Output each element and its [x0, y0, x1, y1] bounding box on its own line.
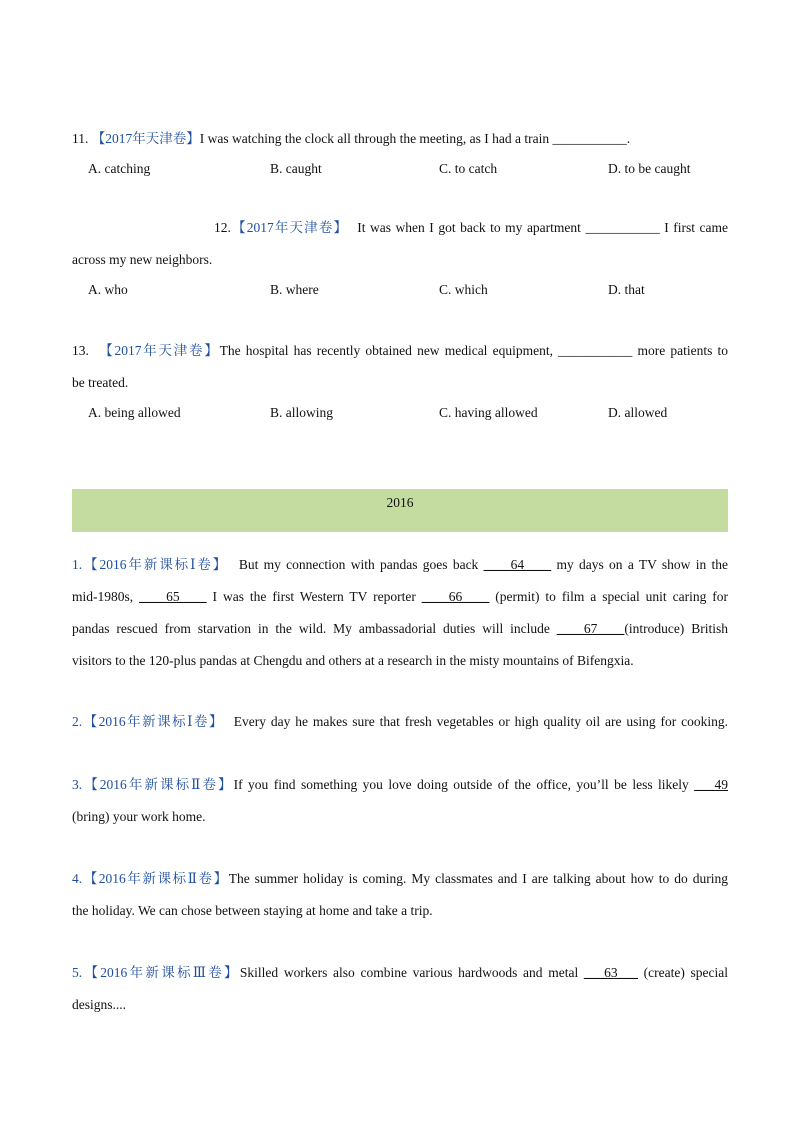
question-source: 【2017年天津卷】: [99, 343, 220, 358]
question-11-options: [88, 158, 728, 180]
item-text-line: 5.【2016年新课标Ⅲ卷】Skilled workers also combine various hardwoods and metal ___63___ (create) special: [72, 965, 729, 980]
item-source: 【2016年新课标Ⅰ卷】: [82, 557, 229, 572]
item-text-line: mid-1980s, ____65____ I was the first Western TV reporter ____66____ (permit) to film a special unit caring for: [72, 589, 729, 604]
blank-49: ___49: [694, 777, 729, 792]
question-text-line: across my new neighbors.: [72, 252, 213, 267]
item-text-line: visitors to the 120-plus pandas at Chengdu and others at a research in the misty mountains of Bifengxia.: [72, 653, 634, 668]
item-source: 【2016年新课标Ⅰ卷】: [82, 714, 225, 729]
section-year: 2016: [386, 495, 414, 510]
item-text-line: 1.【2016年新课标Ⅰ卷】 But my connection with pandas goes back ____64____ my days on a TV show in the: [72, 557, 729, 572]
item-text-line: 3.【2016年新课标Ⅱ卷】If you find something you love doing outside of the office, you’ll be less likely ___49: [72, 777, 729, 792]
blank-66: ____66____: [421, 589, 490, 604]
question-source: 【2017年天津卷】: [91, 131, 200, 146]
option-a: A. being allowed: [88, 405, 181, 420]
item-2016-4: [72, 863, 728, 927]
option-b: B. caught: [270, 161, 322, 176]
question-number: 11.: [72, 131, 89, 146]
blank-65: ____65____: [139, 589, 207, 604]
item-text-line: designs....: [72, 997, 126, 1012]
option-d: D. to be caught: [608, 161, 691, 176]
question-text-line: be treated.: [72, 375, 129, 390]
question-13: [72, 335, 728, 399]
question-number: 13.: [72, 343, 89, 358]
item-2016-5: [72, 957, 728, 1021]
question-number: 12.: [214, 220, 231, 235]
item-text-line: the holiday. We can chose between staying at home and take a trip.: [72, 903, 433, 918]
question-text-line: 12.【2017年天津卷】 It was when I got back to my apartment ___________ I first came: [214, 220, 729, 235]
item-2016-2: [72, 706, 728, 738]
item-source: 【2016年新课标Ⅱ卷】: [82, 777, 234, 792]
question-12: [72, 212, 728, 276]
question-13-options: [88, 402, 728, 424]
option-d: D. allowed: [608, 405, 668, 420]
question-source: 【2017年天津卷】: [230, 220, 349, 235]
item-text-line: 2.【2016年新课标Ⅰ卷】 Every day he makes sure that fresh vegetables or high quality oil are using for cooking.: [72, 714, 728, 729]
item-2016-1: [72, 549, 728, 677]
section-banner-2016: [72, 489, 728, 532]
item-2016-3: [72, 769, 728, 833]
item-source: 【2016年新课标Ⅲ卷】: [82, 965, 240, 980]
option-c: C. which: [439, 282, 488, 297]
question-text: I was watching the clock all through the meeting, as I had a train ___________.: [199, 131, 631, 146]
item-text-line: pandas rescued from starvation in the wild. My ambassadorial duties will include ____67____(introduce) British: [72, 621, 728, 636]
question-11: [72, 123, 728, 155]
question-12-options: [88, 279, 728, 301]
blank-63: ___63___: [583, 965, 638, 980]
item-source: 【2016年新课标Ⅱ卷】: [82, 871, 229, 886]
option-b: B. where: [270, 282, 319, 297]
blank-64: ____64____: [483, 557, 552, 572]
option-c: C. having allowed: [439, 405, 538, 420]
item-text-line: (bring) your work home.: [72, 809, 206, 824]
option-a: A. catching: [88, 161, 151, 176]
question-text-line: 13. 【2017年天津卷】The hospital has recently obtained new medical equipment, ___________ more patients to: [72, 343, 729, 358]
blank-67: ____67____: [556, 621, 625, 636]
option-c: C. to catch: [439, 161, 498, 176]
option-d: D. that: [608, 282, 645, 297]
item-text-line: 4.【2016年新课标Ⅱ卷】The summer holiday is coming. My classmates and I are talking about how to do during: [72, 871, 728, 886]
option-b: B. allowing: [270, 405, 333, 420]
option-a: A. who: [88, 282, 128, 297]
